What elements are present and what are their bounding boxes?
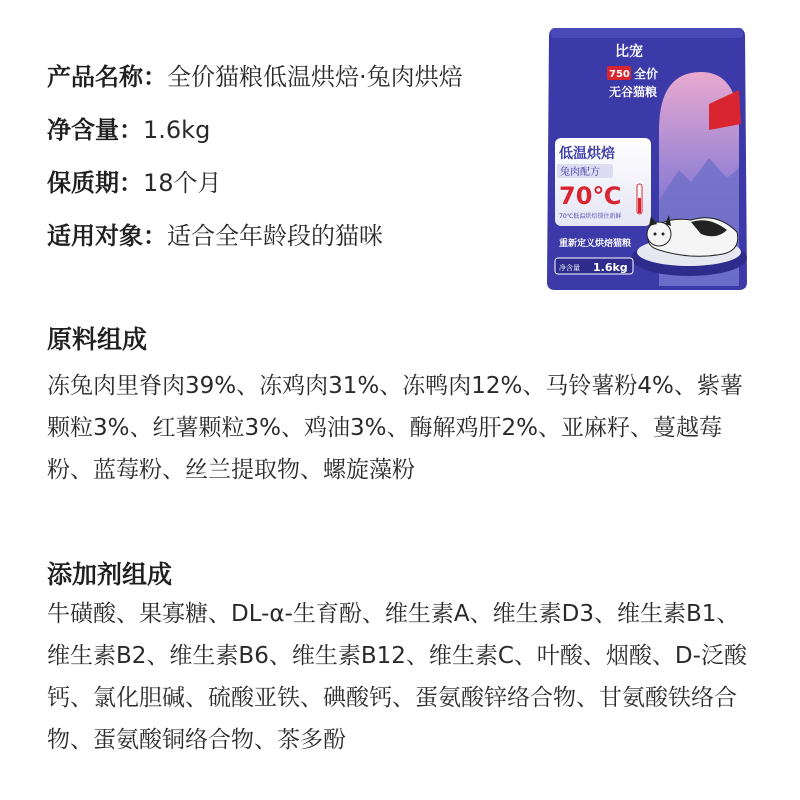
package-tagline: 重新定义烘焙猫粮 [559, 239, 632, 249]
spec-row-target [47, 221, 383, 251]
spec-value: 适合全年龄段的猫咪 [167, 222, 383, 250]
spec-row-product-name [47, 62, 463, 92]
additives-heading: 添加剂组成 [47, 560, 173, 589]
spec-value: 1.6kg [143, 116, 211, 144]
package-weight: 1.6kg [593, 261, 628, 274]
spec-value: 全价猫粮低温烘焙·兔肉烘焙 [167, 63, 463, 91]
package-badge-text: 全价 [634, 67, 659, 81]
product-package-image [541, 20, 753, 295]
spec-row-shelf-life [47, 168, 222, 198]
spec-row-net-weight [47, 115, 210, 145]
spec-label: 适用对象： [47, 222, 167, 250]
spec-value: 18个月 [143, 169, 222, 197]
package-label-title: 低温烘焙 [559, 146, 615, 162]
package-temperature: 70℃ [559, 182, 622, 210]
package-label-subtitle: 兔肉配方 [560, 167, 600, 178]
package-brand: 比宠 [615, 44, 643, 60]
spec-label: 净含量： [47, 116, 143, 144]
package-temperature-caption: 70℃低温烘焙锁住新鲜 [559, 213, 622, 220]
spec-label: 产品名称： [47, 63, 167, 91]
package-badge-subtext: 无谷猫粮 [609, 85, 658, 99]
ingredients-heading: 原料组成 [47, 325, 148, 354]
spec-label: 保质期： [47, 169, 143, 197]
ingredients-text: 冻兔肉里脊肉39%、冻鸡肉31%、冻鸭肉12%、马铃薯粉4%、紫薯颗粒3%、红薯颗粒3%、鸡油3%、酶解鸡肝2%、亚麻籽、蔓越莓粉、蓝莓粉、丝兰提取物、螺旋藻粉 [47, 373, 743, 483]
package-badge-number: 750 [609, 69, 630, 80]
package-weight-label: 净含量 [559, 264, 580, 272]
additives-text: 牛磺酸、果寡糖、DL-α-生育酚、维生素A、维生素D3、维生素B1、维生素B2、维生素B6、维生素B12、维生素C、叶酸、烟酸、D-泛酸钙、氯化胆碱、硫酸亚铁、碘酸钙、蛋氨酸锌络合物、甘氨酸铁络合物、蛋氨酸铜络合物、茶多酚 [47, 601, 747, 753]
